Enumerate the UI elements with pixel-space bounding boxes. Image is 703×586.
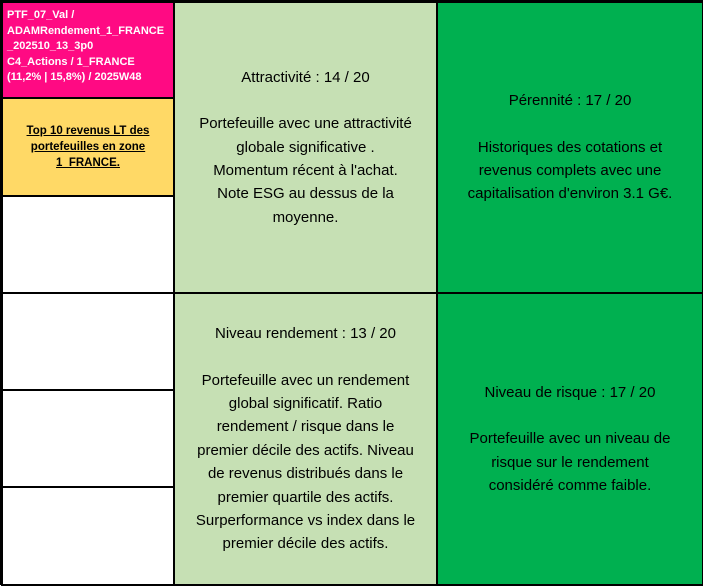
risque-title: Niveau de risque : 17 / 20 <box>484 383 656 401</box>
perennite-body: Historiques des cotations et revenus complets avec une capitalisation d'environ 3.1 G€. <box>467 138 673 203</box>
risque-body: Portefeuille avec un niveau de risque sur le rendement considéré comme faible. <box>469 430 671 494</box>
section-title: Top 10 revenus LT des portefeuilles en zone 1_FRANCE. <box>26 125 150 169</box>
empty-cell <box>1 195 175 294</box>
section-title-cell <box>1 97 175 197</box>
attractivite-body: Portefeuille avec une attractivité globale significative . Momentum récent à l'achat. Note ESG au dessus de la moyenne. <box>199 115 412 226</box>
portfolio-label: PTF_07_Val / ADAMRendement_1_FRANCE_202510_13_3p0 C4_Actions / 1_FRANCE (11,2% | 15,8%) / 2025W48 <box>1 1 175 99</box>
attractivite-title: Attractivité : 14 / 20 <box>241 68 370 86</box>
risque-card <box>436 292 703 586</box>
empty-cell <box>1 389 175 488</box>
rendement-card <box>173 292 438 586</box>
rendement-title: Niveau rendement : 13 / 20 <box>215 325 396 343</box>
attractivite-card <box>173 1 438 294</box>
perennite-card <box>436 1 703 294</box>
empty-cell <box>1 292 175 391</box>
perennite-title: Pérennité : 17 / 20 <box>508 92 632 110</box>
rendement-body: Portefeuille avec un rendement global significatif. Ratio rendement / risque dans le premier décile des actifs. Niveau de revenus distribués dans le premier quartile des actifs. Surperformance vs index dans le premier décile des actifs. <box>195 371 416 553</box>
empty-cell <box>1 486 175 586</box>
